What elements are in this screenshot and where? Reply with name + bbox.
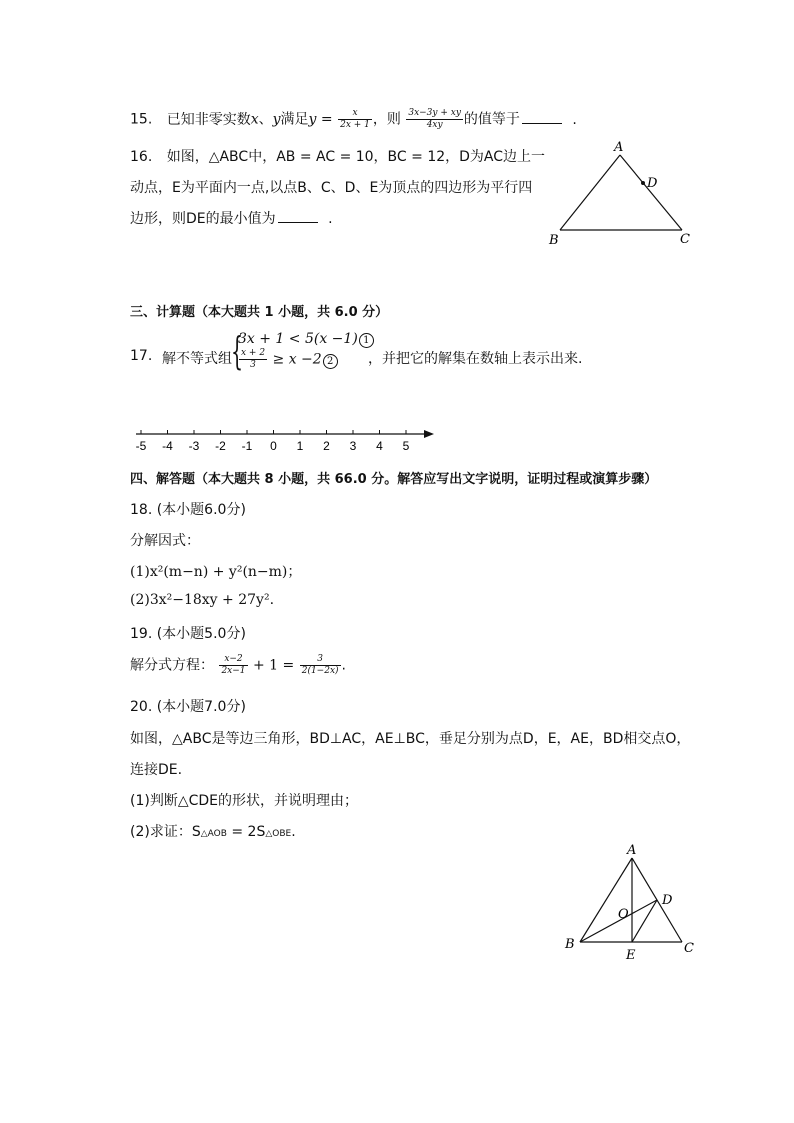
q15-text-c: ，则	[372, 111, 401, 128]
q20-line1: 如图，△ABC是等边三角形，BD⊥AC，AE⊥BC，垂足分别为点D，E，AE，BD相交点O，	[130, 731, 691, 747]
q15-fraction-2: $\frac{3x-3y + xy}{4xy}$	[408, 108, 461, 130]
number-line-tick-label: -2	[215, 439, 226, 453]
q20-label-e: E	[626, 948, 636, 963]
number-line-tick-label: 2	[323, 439, 330, 453]
q18-part1: (1)x²(m−n) + y²(n−m)；	[130, 564, 302, 580]
q15-fraction-1: $\frac{x}{2x + 1}$	[340, 108, 370, 130]
q17-text-a: 解不等式组	[162, 351, 232, 367]
q15	[130, 108, 577, 131]
q19-fraction-right: $\frac{3}{2(1-2x)}$	[301, 654, 339, 676]
q17-ineq2-fraction: $\frac{x + 2}{3}$	[241, 348, 266, 370]
q16-point-d	[641, 181, 645, 185]
number-line-tick-label: 3	[349, 439, 357, 453]
q16-label-a: A	[614, 140, 624, 155]
q17-number: 17.	[130, 348, 153, 364]
q16-line3	[130, 208, 333, 228]
q20-part2-b: = 2S	[226, 824, 266, 840]
q20-label-o: O	[618, 907, 629, 922]
q20-side-ab	[580, 858, 632, 942]
section3-heading: 三、计算题（本大题共 1 小题，共 6.0 分）	[130, 305, 389, 320]
q16-text-line1: 如图，△ABC中，AB = AC = 10，BC = 12，D为AC边上一	[166, 149, 546, 165]
q17-text-b: ，并把它的解集在数轴上表示出来.	[368, 351, 583, 367]
number-line-arrow	[424, 430, 434, 438]
q20-part2-sub1: △AOB	[200, 829, 227, 839]
q19-mid: + 1 =	[252, 657, 295, 674]
q18-part2: (2)3x²−18xy + 27y².	[130, 592, 275, 608]
q17-mark-2: 2	[323, 354, 338, 369]
q16-side-ac	[620, 155, 682, 230]
q20-part1: (1)判断△CDE的形状，并说明理由；	[130, 793, 358, 809]
q16-line2: 动点，E为平面内一点,以点B、C、D、E为顶点的四边形为平行四	[130, 180, 533, 196]
q17-inequality-2	[238, 348, 338, 371]
q15-text-a: 已知非零实数	[166, 111, 251, 128]
q20-label-d: D	[662, 893, 673, 908]
q17-ineq1-text: 3x + 1 < 5(x −1)	[238, 331, 358, 347]
q16-label-d: D	[647, 176, 658, 191]
q19-intro: 解分式方程：	[130, 657, 214, 674]
q16-end: .	[328, 211, 333, 227]
q15-var-x: x	[250, 111, 259, 128]
q18-intro: 分解因式：	[130, 533, 200, 549]
q17-brace: {	[231, 329, 244, 373]
q16-line1	[130, 146, 545, 166]
q20-part2-end: .	[291, 824, 296, 840]
q19-header: 19. (本小题5.0分)	[130, 626, 246, 642]
q20-header: 20. (本小题7.0分)	[130, 699, 246, 715]
q15-sep: 、	[258, 111, 273, 128]
q16-label-b: B	[549, 233, 559, 248]
q19-end: .	[341, 657, 346, 674]
q17-inequality-1	[238, 331, 374, 348]
q16-text-line3: 边形，则DE的最小值为	[130, 211, 276, 227]
q15-answer-blank	[522, 111, 562, 124]
q20-line2: 连接DE.	[130, 762, 183, 778]
q16-number: 16.	[130, 149, 153, 165]
q18-header: 18. (本小题6.0分)	[130, 502, 246, 518]
q17-ineq2-rest: ≥ x −2	[272, 351, 322, 368]
q15-text-b: 满足	[280, 111, 309, 128]
q20-part2-a: (2)求证：S	[130, 824, 201, 840]
q16-label-c: C	[680, 232, 690, 247]
number-line-tick-label: -5	[135, 439, 147, 453]
q15-text-d: 的值等于	[463, 111, 520, 128]
q16-side-ab	[560, 155, 620, 230]
q20-label-c: C	[684, 941, 694, 956]
q15-number: 15.	[130, 111, 153, 128]
q16-answer-blank	[278, 210, 318, 223]
q20-part2-sub2: △OBE	[265, 829, 292, 839]
q15-var-y: y	[272, 111, 281, 128]
q20-label-a: A	[627, 843, 637, 858]
number-line-tick-label: -1	[241, 439, 253, 453]
number-line	[128, 424, 440, 456]
number-line-tick-label: 0	[270, 439, 277, 453]
q19-equation	[130, 654, 346, 677]
number-line-tick-label: -3	[188, 439, 200, 453]
q20-part2	[130, 821, 296, 841]
number-line-tick-label: -4	[162, 439, 173, 453]
number-line-tick-label: 1	[296, 439, 304, 453]
q15-end: .	[572, 111, 577, 128]
q16-triangle-figure	[540, 140, 700, 252]
q17-mark-1: 1	[359, 333, 374, 348]
q20-triangle-figure	[558, 842, 704, 964]
number-line-tick-label: 5	[402, 439, 410, 453]
q15-eq-lhs: y =	[308, 111, 333, 128]
section4-heading: 四、解答题（本大题共 8 小题，共 66.0 分。解答应写出文字说明，证明过程或演算步骤）	[130, 472, 658, 487]
q20-label-b: B	[565, 937, 575, 952]
q19-fraction-left: $\frac{x-2}{2x-1}$	[221, 654, 246, 676]
number-line-tick-label: 4	[376, 439, 383, 453]
